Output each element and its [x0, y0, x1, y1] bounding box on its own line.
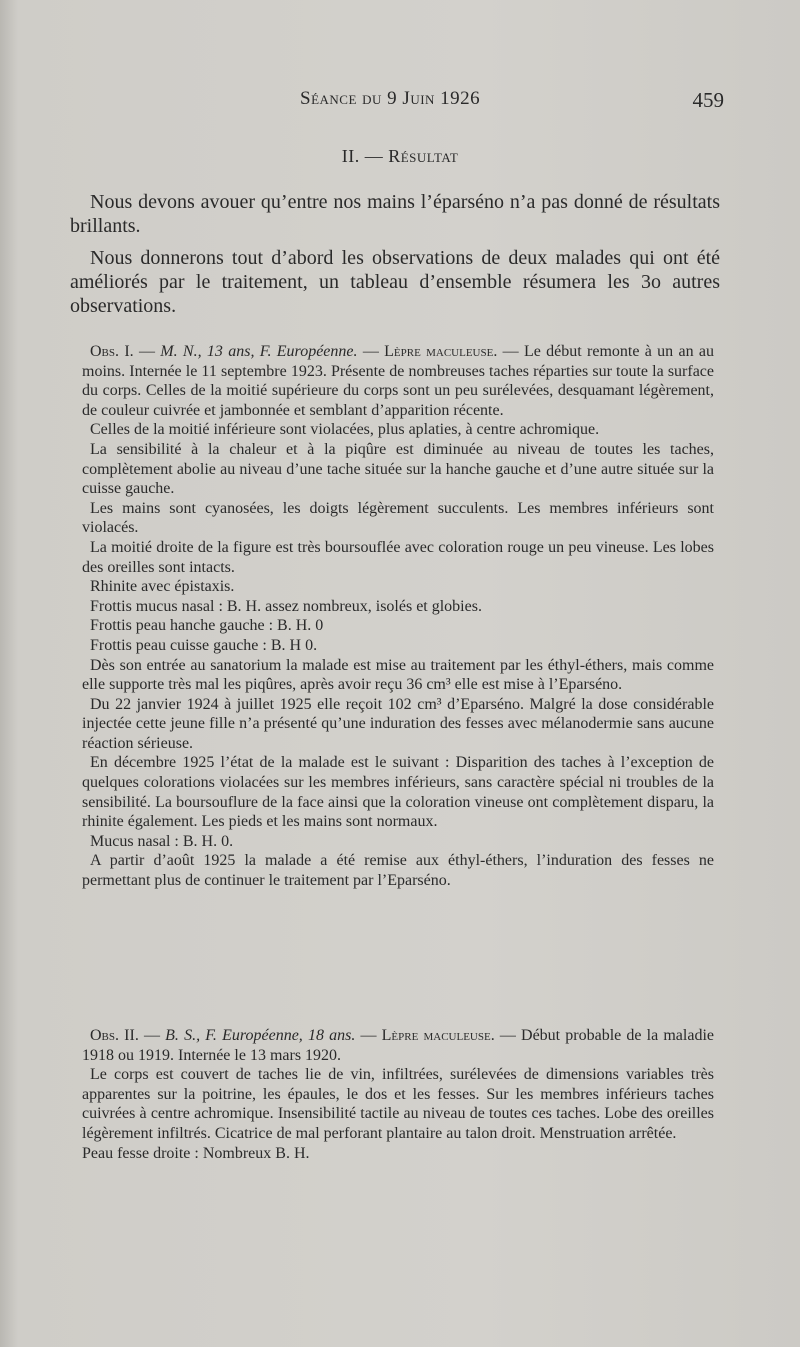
observation-2-label: Obs. II. —	[90, 1027, 160, 1044]
page-header	[0, 84, 800, 114]
intro-text	[70, 190, 720, 326]
observation-1-patient: M. N., 13 ans, F. Européenne.	[160, 343, 358, 360]
observation-1-heading	[82, 342, 714, 420]
page-number: 459	[692, 88, 724, 112]
observation-1	[82, 342, 714, 891]
observation-2-paragraph: Peau fesse droite : Nombreux B. H.	[82, 1144, 310, 1162]
observation-2	[82, 1026, 714, 1163]
observation-1-paragraph: La sensibilité à la chaleur et à la piqûre est diminuée au niveau de toutes les taches, complètement abolie au niveau d’une tache située sur la hanche gauche et d’une autre située sur la cuisse gauche.	[82, 440, 714, 498]
observation-1-paragraph: Du 22 janvier 1924 à juillet 1925 elle reçoit 102 cm³ d’Eparséno. Malgré la dose considérable injectée cette jeune fille n’a présenté qu’une induration des fesses avec mélanodermie sans aucune réaction sérieuse.	[82, 695, 714, 752]
observation-1-separator: —	[362, 343, 379, 360]
observation-2-separator: —	[360, 1027, 377, 1044]
observation-1-paragraph: La moitié droite de la figure est très boursouflée avec coloration rouge un peu vineuse. Les lobes des oreilles sont intacts.	[82, 538, 714, 576]
observation-1-paragraph: Frottis peau hanche gauche : B. H. 0	[90, 617, 324, 635]
observation-2-paragraph: Le corps est couvert de taches lie de vin, infiltrées, surélevées de dimensions variables très apparentes sur la poitrine, les épaules, le dos et les fesses. Sur les membres inférieurs taches cuivrées à centre achromique. Insensibilité tactile au niveau de toutes ces taches. Lobe des oreilles légèrement infiltrés. Cicatrice de mal perforant plantaire au talon droit. Menstruation arrêtée.	[82, 1066, 714, 1142]
observation-1-paragraph: Rhinite avec épistaxis.	[90, 578, 235, 596]
observation-1-paragraph: Celles de la moitié inférieure sont violacées, plus aplaties, à centre achromique.	[90, 421, 600, 439]
intro-paragraph-2: Nous donnerons tout d’abord les observations de deux malades qui ont été améliorés par le traitement, un tableau d’ensemble résumera les 3o autres observations.	[70, 247, 720, 317]
observation-1-paragraph: Frottis mucus nasal : B. H. assez nombreux, isolés et globies.	[90, 597, 482, 615]
observation-1-paragraph: En décembre 1925 l’état de la malade est le suivant : Disparition des taches à l’exception de quelques colorations violacées sur les membres inférieurs, sans caractère spécial ni troubles de la sensibilité. La boursouflure de la face ainsi que la coloration vineuse ont complètement disparu, la rhinite également. Les pieds et les mains sont normaux.	[82, 754, 714, 831]
observation-2-history: — Début probable de la maladie 1918 ou 1919. Internée le 13 mars 1920.	[82, 1027, 714, 1064]
observation-1-paragraph: Mucus nasal : B. H. 0.	[90, 832, 234, 850]
observation-1-diagnosis: Lèpre maculeuse.	[384, 343, 498, 360]
intro-paragraph-1: Nous devons avouer qu’entre nos mains l’éparséno n’a pas donné de résultats brillants.	[70, 191, 720, 237]
observation-2-heading	[82, 1026, 714, 1065]
running-title: Séance du 9 Juin 1926	[300, 88, 481, 109]
observation-2-diagnosis: Lèpre maculeuse.	[381, 1027, 495, 1044]
observation-2-patient: B. S., F. Européenne, 18 ans.	[165, 1027, 356, 1044]
observation-1-paragraph: A partir d’août 1925 la malade a été remise aux éthyl-éthers, l’induration des fesses ne permettant plus de continuer le traitement par l’Eparséno.	[82, 852, 714, 890]
section-title: II. — Résultat	[341, 146, 459, 166]
observation-1-history: — Le début remonte à un an au moins. Internée le 11 septembre 1923. Présente de nombreuses taches réparties sur toute la surface du corps. Celles de la moitié supérieure du corps sont un peu surélevées, desquamant légèrement, de couleur cuivrée et jambonnée et semblant d’apparition récente.	[82, 343, 714, 419]
observation-1-paragraph: Frottis peau cuisse gauche : B. H 0.	[90, 636, 318, 654]
observation-1-paragraph: Les mains sont cyanosées, les doigts légèrement succulents. Les membres inférieurs sont violacés.	[82, 499, 714, 537]
observation-1-paragraph: Dès son entrée au sanatorium la malade est mise au traitement par les éthyl-éthers, mais comme elle supporte très mal les piqûres, après avoir reçu 36 cm³ elle est mise à l’Eparséno.	[82, 656, 714, 694]
observation-1-label: Obs. I. —	[90, 343, 155, 360]
